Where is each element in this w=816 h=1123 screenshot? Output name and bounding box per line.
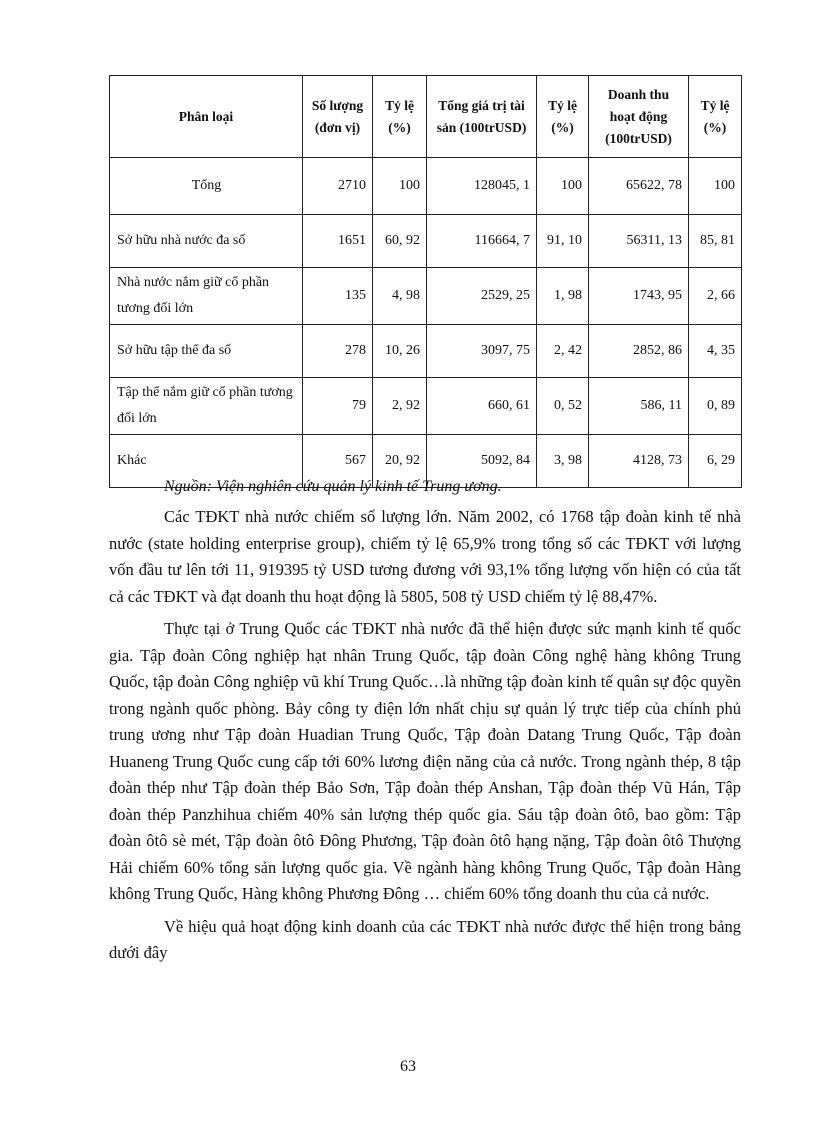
row-label: Nhà nước nắm giữ cổ phần tương đối lớn: [110, 268, 303, 325]
table-row: [110, 158, 742, 215]
header-revenue: Doanh thu hoạt động (100trUSD): [589, 76, 689, 158]
cell-assets-ratio: 2, 42: [537, 325, 589, 378]
cell-revenue: 586, 11: [589, 378, 689, 435]
cell-revenue: 56311, 13: [589, 215, 689, 268]
row-label: Sở hữu tập thể đa số: [110, 325, 303, 378]
cell-revenue: 2852, 86: [589, 325, 689, 378]
table-header-row: [110, 76, 742, 158]
header-revenue-ratio: Tỷ lệ (%): [689, 76, 742, 158]
row-label: Sở hữu nhà nước đa số: [110, 215, 303, 268]
cell-count-ratio: 100: [373, 158, 427, 215]
cell-count-ratio: 60, 92: [373, 215, 427, 268]
table-row: [110, 268, 742, 325]
table-row: [110, 325, 742, 378]
cell-revenue: 4128, 73: [589, 435, 689, 488]
page-number: 63: [400, 1058, 416, 1075]
row-label: Tổng: [110, 158, 303, 215]
cell-assets-ratio: 91, 10: [537, 215, 589, 268]
row-label: Khác: [110, 435, 303, 488]
cell-count: 2710: [303, 158, 373, 215]
header-category: Phân loại: [110, 76, 303, 158]
paragraph-state-groups: Các TĐKT nhà nước chiếm số lượng lớn. Năm 2002, có 1768 tập đoàn kinh tế nhà nước (state holding enterprise group), chiếm tỷ lệ 65,9% trong tổng số các TĐKT với lượng vốn đầu tư lên tới 11, 919395 tỷ USD tương đương với 93,1% tổng lượng vốn hiện có của tất cả các TĐKT và đạt doanh thu hoạt động là 5805, 508 tỷ USD chiếm tỷ lệ 88,47%.: [109, 507, 741, 606]
table-source-note: Nguồn: Viện nghiên cứu quản lý kinh tế Trung ương.: [164, 478, 502, 495]
cell-assets: 3097, 75: [427, 325, 537, 378]
cell-assets: 128045, 1: [427, 158, 537, 215]
body-text: [109, 504, 741, 967]
cell-revenue-ratio: 4, 35: [689, 325, 742, 378]
cell-count-ratio: 20, 92: [373, 435, 427, 488]
cell-assets-ratio: 100: [537, 158, 589, 215]
cell-count: 278: [303, 325, 373, 378]
cell-assets: 660, 61: [427, 378, 537, 435]
cell-revenue-ratio: 85, 81: [689, 215, 742, 268]
cell-revenue: 1743, 95: [589, 268, 689, 325]
table-row: [110, 378, 742, 435]
header-assets-ratio: Tỷ lệ (%): [537, 76, 589, 158]
row-label: Tập thể nắm giữ cổ phần tương đối lớn: [110, 378, 303, 435]
paragraph-economic-power: Thực tại ở Trung Quốc các TĐKT nhà nước đã thể hiện được sức mạnh kinh tế quốc gia. Tập đoàn Công nghiệp hạt nhân Trung Quốc, tập đoàn Công nghệ hàng không Trung Quốc, tập đoàn Công nghiệp vũ khí Trung Quốc…là những tập đoàn kinh tế quân sự độc quyền trong ngành quốc phòng. Bảy công ty điện lớn nhất chịu sự quản lý trực tiếp của chính phủ trung ương như Tập đoàn Huadian Trung Quốc, Tập đoàn Datang Trung Quốc, Tập đoàn Huaneng Trung Quốc cung cấp tới 60% lương điện năng của cả nước. Trong ngành thép, 8 tập đoàn thép như Tập đoàn thép Bảo Sơn, Tập đoàn thép Anshan, Tập đoàn thép Vũ Hán, Tập đoàn thép Panzhihua chiếm 40% sản lượng thép quốc gia. Sáu tập đoàn ôtô, bao gồm: Tập đoàn ôtô sè mét, Tập đoàn ôtô Đông Phương, Tập đoàn ôtô hạng nặng, Tập đoàn ôtô Thượng Hải chiếm 60% tổng sản lượng quốc gia. Về ngành hàng không Trung Quốc, Tập đoàn Hàng không Trung Quốc, Hàng không Phương Đông … chiếm 60% tổng doanh thu của cả nước.: [109, 619, 741, 903]
cell-revenue-ratio: 0, 89: [689, 378, 742, 435]
header-count: Số lượng (đơn vị): [303, 76, 373, 158]
cell-revenue: 65622, 78: [589, 158, 689, 215]
cell-revenue-ratio: 6, 29: [689, 435, 742, 488]
cell-count: 567: [303, 435, 373, 488]
cell-revenue-ratio: 100: [689, 158, 742, 215]
header-count-ratio: Tỷ lệ (%): [373, 76, 427, 158]
header-total-assets: Tổng giá trị tài sản (100trUSD): [427, 76, 537, 158]
cell-assets: 116664, 7: [427, 215, 537, 268]
table-row: [110, 215, 742, 268]
cell-assets-ratio: 3, 98: [537, 435, 589, 488]
cell-count: 79: [303, 378, 373, 435]
cell-assets: 5092, 84: [427, 435, 537, 488]
cell-count: 1651: [303, 215, 373, 268]
cell-assets-ratio: 1, 98: [537, 268, 589, 325]
cell-count-ratio: 4, 98: [373, 268, 427, 325]
cell-assets-ratio: 0, 52: [537, 378, 589, 435]
paragraph-efficiency-intro: Về hiệu quả hoạt động kinh doanh của các TĐKT nhà nước được thể hiện trong bảng dưới đây: [109, 916, 741, 962]
cell-assets: 2529, 25: [427, 268, 537, 325]
cell-count: 135: [303, 268, 373, 325]
enterprise-group-table: [109, 75, 742, 488]
cell-revenue-ratio: 2, 66: [689, 268, 742, 325]
cell-count-ratio: 10, 26: [373, 325, 427, 378]
cell-count-ratio: 2, 92: [373, 378, 427, 435]
